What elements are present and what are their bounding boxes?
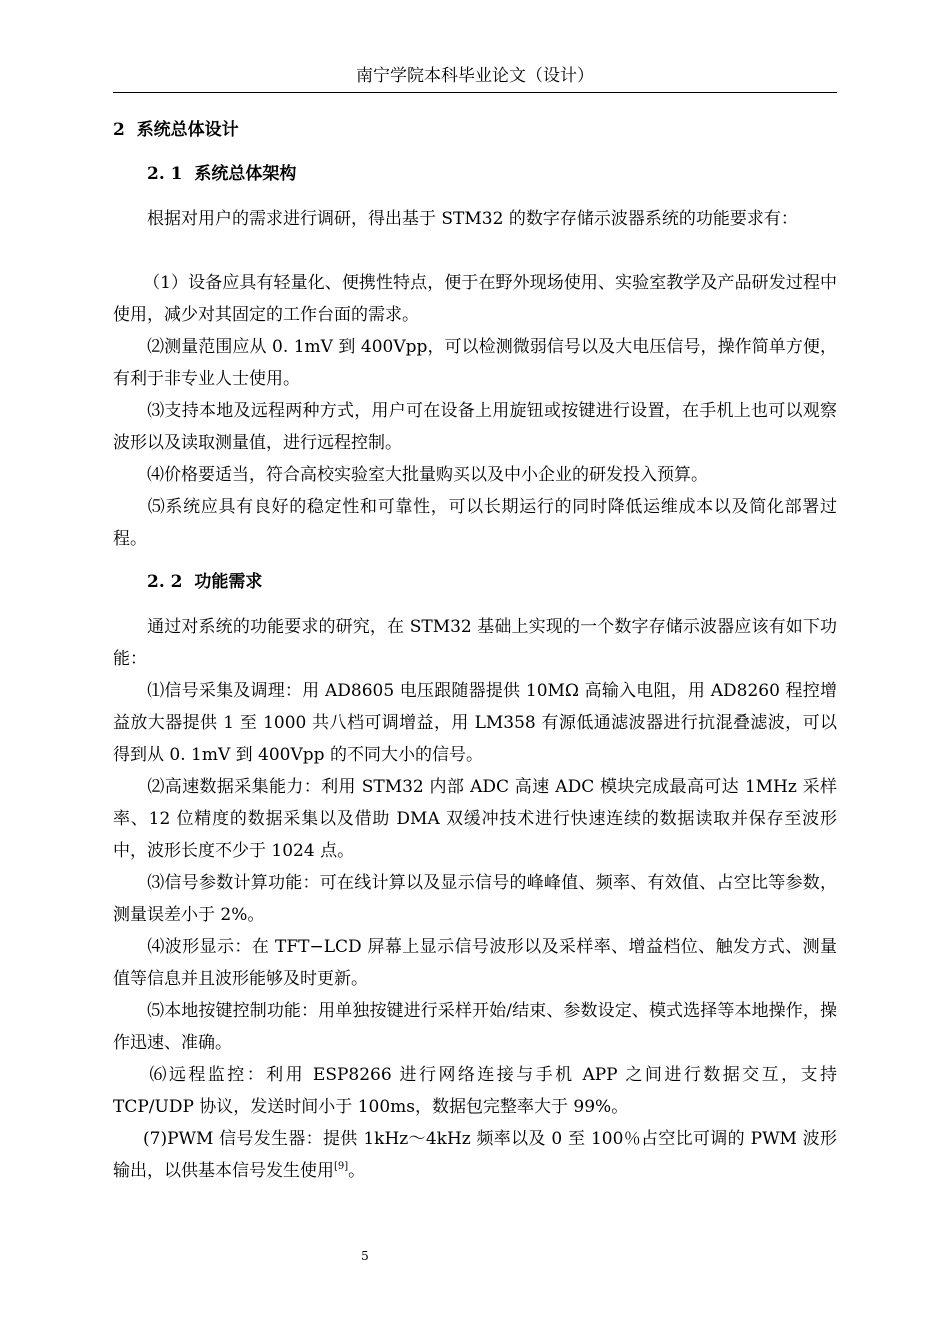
running-header: 南宁学院本科毕业论文（设计） bbox=[113, 64, 837, 93]
list-item: ⑷波形显示：在 TFT−LCD 屏幕上显示信号波形以及采样率、增益档位、触发方式、测量值等信息并且波形能够及时更新。 bbox=[113, 937, 837, 989]
list-item: ⑷价格要适当，符合高校实验室大批量购买以及中小企业的研发投入预算。 bbox=[147, 465, 708, 485]
subsection-heading-2-1 bbox=[147, 160, 296, 188]
list-item: ⑵高速数据采集能力：利用 STM32 内部 ADC 高速 ADC 模块完成最高可达 1MHz 采样率、12 位精度的数据采集以及借助 DMA 双缓冲技术进行快速连续的数据读取并保存至波形中，波形长度不少于 1024 点。 bbox=[113, 777, 837, 861]
list-item: ⑶信号参数计算功能：可在线计算以及显示信号的峰峰值、频率、有效值、占空比等参数，测量误差小于 2%。 bbox=[113, 873, 837, 925]
subsection-heading-2-2 bbox=[147, 568, 262, 596]
list-item: ⑴信号采集及调理：用 AD8605 电压跟随器提供 10MΩ 高输入电阻，用 AD8260 程控增益放大器提供 1 至 1000 共八档可调增益，用 LM358 有源低通滤波器进行抗混叠滤波，可以得到从 0. 1mV 到 400Vpp 的不同大小的信号。 bbox=[113, 681, 837, 765]
section-heading bbox=[113, 116, 239, 144]
subsection-number: 2. 1 bbox=[147, 164, 183, 184]
paragraph: 通过对系统的功能要求的研究，在 STM32 基础上实现的一个数字存储示波器应该有如下功能： bbox=[113, 617, 837, 669]
list-item: ⑸系统应具有良好的稳定性和可靠性，可以长期运行的同时降低运维成本以及简化部署过程。 bbox=[113, 497, 837, 549]
list-item: ⑵测量范围应从 0. 1mV 到 400Vpp，可以检测微弱信号以及大电压信号，操作简单方便，有利于非专业人士使用。 bbox=[113, 337, 837, 389]
list-item: ⑸本地按键控制功能：用单独按键进行采样开始/结束、参数设定、模式选择等本地操作，操作迅速、准确。 bbox=[113, 1001, 837, 1053]
subsection-title: 功能需求 bbox=[194, 572, 263, 592]
section-number: 2 bbox=[113, 120, 125, 140]
list-item: (7)PWM 信号发生器：提供 1kHz～4kHz 频率以及 0 至 100％占空比可调的 PWM 波形输出，以供基本信号发生使用[9]。 bbox=[113, 1129, 837, 1181]
subsection-title: 系统总体架构 bbox=[194, 164, 297, 184]
list-item: ⑶支持本地及远程两种方式，用户可在设备上用旋钮或按键进行设置，在手机上也可以观察波形以及读取测量值，进行远程控制。 bbox=[113, 401, 837, 453]
section-title: 系统总体设计 bbox=[136, 120, 239, 140]
subsection-number: 2. 2 bbox=[147, 572, 183, 592]
list-item: ⑹远程监控：利用 ESP8266 进行网络连接与手机 APP 之间进行数据交互，支持 TCP/UDP 协议，发送时间小于 100ms，数据包完整率大于 99%。 bbox=[113, 1065, 837, 1117]
list-item: （1）设备应具有轻量化、便携性特点，便于在野外现场使用、实验室教学及产品研发过程中使用，减少对其固定的工作台面的需求。 bbox=[113, 273, 837, 325]
citation-reference: [9] bbox=[334, 1161, 349, 1172]
page-number: 5 bbox=[361, 1249, 369, 1263]
paragraph: 根据对用户的需求进行调研，得出基于 STM32 的数字存储示波器系统的功能要求有： bbox=[147, 209, 798, 229]
